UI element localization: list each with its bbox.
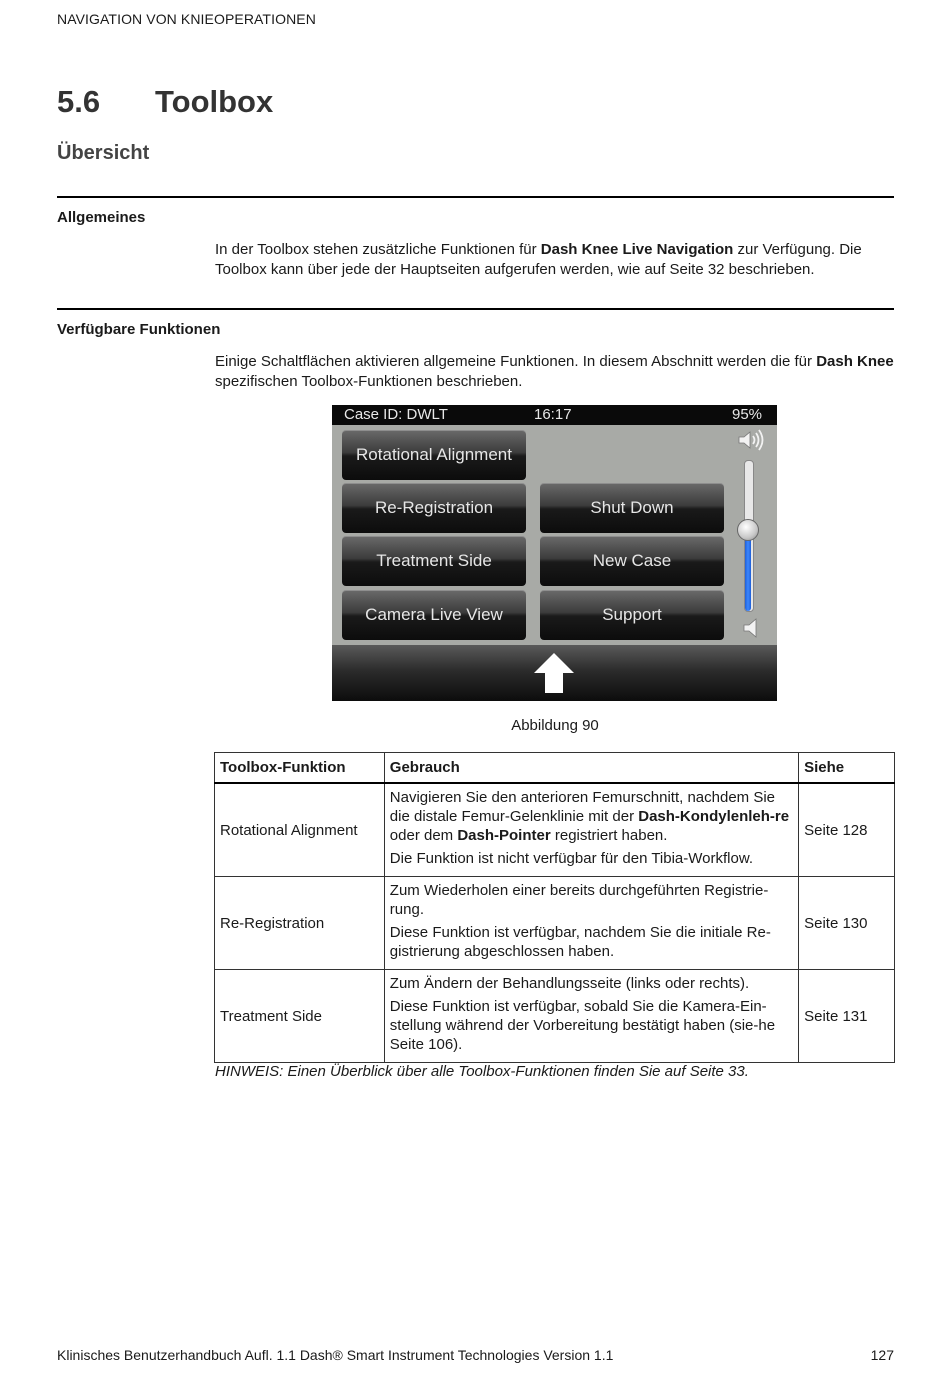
case-id: Case ID: DWLT [344, 406, 448, 423]
support-button[interactable]: Support [540, 590, 724, 640]
column-header: Gebrauch [384, 753, 798, 784]
bottom-bar [332, 645, 777, 701]
text-bold: Dash Knee Live Navigation [540, 241, 734, 258]
text: oder dem [389, 827, 458, 844]
see-cell: Seite 128 [799, 783, 895, 877]
text-bold: Dash-Kondylenleh-re [638, 808, 790, 825]
usage-text: Diese Funktion ist verfügbar, sobald Sie die Kamera-Ein-stellung während der Vorbereitung bestätigt haben (sie-he Seite 106). [389, 998, 776, 1053]
status-bar [332, 405, 777, 425]
section-heading [57, 84, 273, 120]
section-number: 5.6 [57, 84, 101, 119]
up-arrow-icon[interactable] [532, 651, 576, 695]
usage-cell [384, 877, 798, 970]
page-number: 127 [870, 1347, 894, 1363]
table-row [215, 877, 895, 970]
note: HINWEIS: Einen Überblick über alle Toolbox-Funktionen finden Sie auf Seite 33. [215, 1063, 749, 1080]
figure-caption: Abbildung 90 [511, 717, 599, 734]
text: Einige Schaltflächen aktivieren allgemeine Funktionen. In diesem Abschnitt werden die für [215, 353, 817, 370]
see-cell: Seite 130 [799, 877, 895, 970]
new-case-button[interactable]: New Case [540, 536, 724, 586]
allgemeines-label: Allgemeines [57, 209, 146, 226]
volume-slider-fill [745, 529, 751, 612]
column-header: Toolbox-Funktion [215, 753, 385, 784]
rotational-alignment-button[interactable]: Rotational Alignment [342, 430, 526, 480]
usage-text: Die Funktion ist nicht verfügbar für den Tibia-Workflow. [389, 850, 754, 867]
table-header-row [215, 753, 895, 784]
usage-cell [384, 970, 798, 1063]
running-header: NAVIGATION VON KNIEOPERATIONEN [57, 11, 316, 27]
funktionen-paragraph [215, 352, 895, 392]
text: In der Toolbox stehen zusätzliche Funktionen für [215, 241, 541, 258]
text-bold: Dash-Pointer [457, 827, 551, 844]
toolbox-screenshot [332, 405, 777, 701]
text-bold: Dash Knee [816, 353, 894, 370]
camera-live-view-button[interactable]: Camera Live View [342, 590, 526, 640]
subheading: Übersicht [57, 142, 150, 164]
table-row [215, 970, 895, 1063]
allgemeines-paragraph [215, 240, 895, 280]
text: spezifischen Toolbox-Funktionen beschrieben. [215, 373, 523, 390]
section-title: Toolbox [155, 84, 274, 119]
volume-slider-knob[interactable] [737, 519, 759, 541]
toolbox-functions-table [214, 752, 895, 1063]
see-cell: Seite 131 [799, 970, 895, 1063]
usage-text: Zum Wiederholen einer bereits durchgeführten Registrie-rung. [389, 882, 769, 918]
divider [57, 308, 894, 310]
usage-text [390, 788, 793, 845]
clock: 16:17 [534, 406, 572, 423]
footer-text: Klinisches Benutzerhandbuch Aufl. 1.1 Dash® Smart Instrument Technologies Version 1.1 [57, 1347, 614, 1363]
table-row [215, 783, 895, 877]
usage-text: Diese Funktion ist verfügbar, nachdem Sie die initiale Re-gistrierung abgeschlossen haben. [389, 924, 771, 960]
speaker-loud-icon[interactable] [736, 429, 768, 451]
funktionen-label: Verfügbare Funktionen [57, 321, 221, 338]
speaker-mute-icon[interactable] [742, 617, 762, 639]
text: zur Verfügung. Die Toolbox kann über jede der Hauptseiten aufgerufen werden, wie auf Seite 32 beschrieben. [215, 241, 862, 278]
function-cell: Rotational Alignment [215, 783, 385, 877]
usage-text: Zum Ändern der Behandlungsseite (links oder rechts). [389, 975, 750, 992]
text: registriert haben. [550, 827, 668, 844]
shut-down-button[interactable]: Shut Down [540, 483, 724, 533]
re-registration-button[interactable]: Re-Registration [342, 483, 526, 533]
text: Navigieren Sie den anterioren Femurschnitt, nachdem Sie die distale Femur-Gelenklinie mit der [389, 789, 775, 825]
function-cell: Treatment Side [215, 970, 385, 1063]
treatment-side-button[interactable]: Treatment Side [342, 536, 526, 586]
usage-cell [384, 783, 798, 877]
column-header: Siehe [799, 753, 895, 784]
battery-level: 95% [732, 406, 763, 423]
function-cell: Re-Registration [215, 877, 385, 970]
divider [57, 196, 894, 198]
